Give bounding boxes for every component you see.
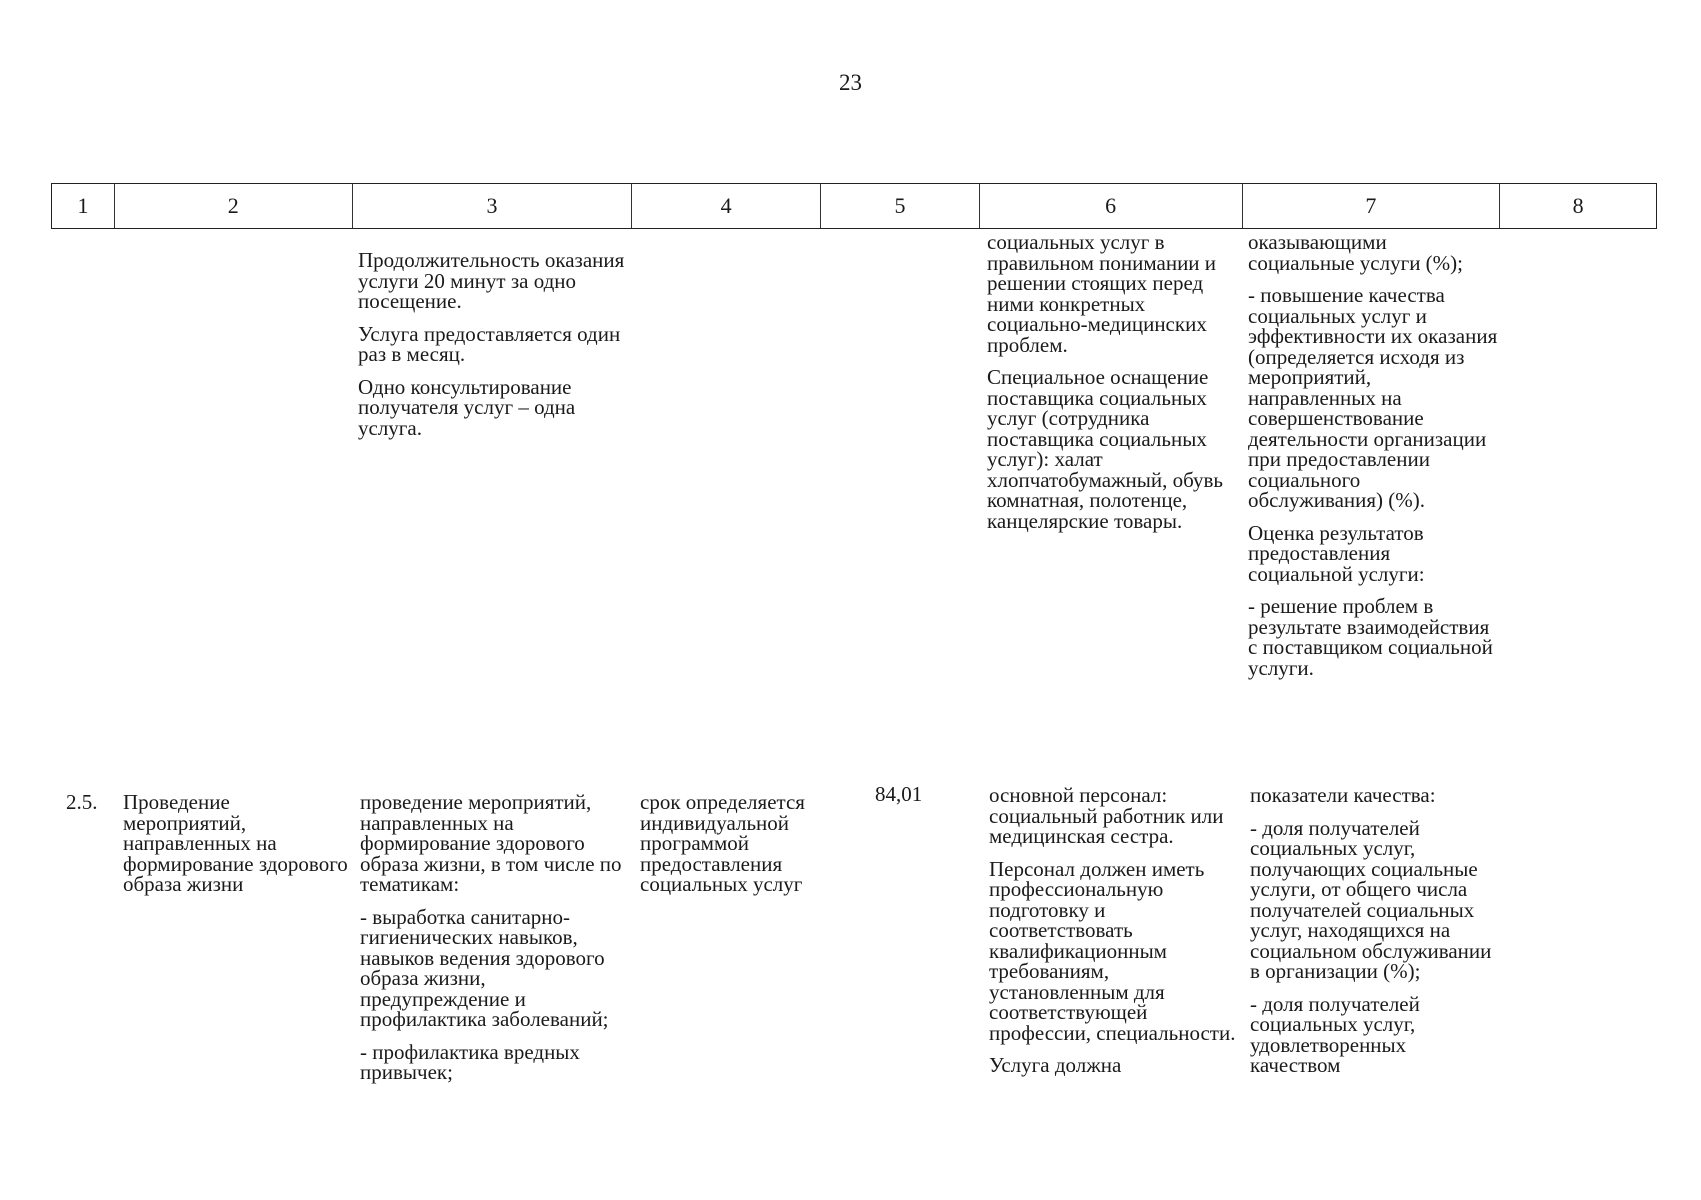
continued-row-col3 [358, 250, 628, 438]
column-number-2: 2 [115, 184, 353, 228]
col6-paragraph: Персонал должен иметь профессиональную подготовку и соответствовать квалификационным требованиям, установленным для соответствующей профессии, специальности. [989, 856, 1236, 1045]
col3-paragraph: проведение мероприятий, направленных на формирование здорового образа жизни, в том числе по тематикам: [360, 790, 622, 896]
row-2-5-col7 [1250, 785, 1500, 1076]
col6-paragraph: социальных услуг в правильном понимании и решении стоящих перед ними конкретных социально-медицинских проблем. [987, 230, 1217, 357]
column-number-1: 1 [52, 184, 115, 228]
continued-row-col6 [987, 232, 1237, 531]
continued-row-col7 [1248, 232, 1498, 678]
frequency-text: Услуга предоставляется один раз в месяц. [358, 321, 621, 366]
page-number: 23 [839, 70, 862, 95]
col3-paragraph: - профилактика вредных привычек; [360, 1039, 580, 1084]
col7-paragraph: Оценка результатов предоставления социальной услуги: [1248, 520, 1425, 586]
row-2-5-col4: срок определяется индивидуальной программой предоставления социальных услуг [640, 790, 805, 896]
row-2-5-col3 [360, 792, 632, 1083]
col7-paragraph: - доля получателей социальных услуг, получающих социальные услуги, от общего числа получателей социальных услуг, находящихся на социальном обслуживании в организации (%); [1250, 815, 1492, 983]
col6-paragraph: основной персонал: социальный работник или медицинская сестра. [989, 783, 1224, 848]
col6-paragraph: Услуга должна [989, 1053, 1122, 1077]
row-2-5-number: 2.5. [66, 790, 98, 814]
col7-paragraph: - повышение качества социальных услуг и эффективности их оказания (определяется исходя из мероприятий, направленных на совершенствование деятельности организации при предоставлении социального обслуживания) (%). [1248, 283, 1498, 512]
column-number-6: 6 [980, 184, 1243, 228]
col7-paragraph: - доля получателей социальных услуг, удовлетворенных качеством [1250, 991, 1420, 1077]
col7-paragraph: оказывающими социальные услуги (%); [1248, 230, 1463, 275]
duration-text: Продолжительность оказания услуги 20 минут за одно посещение. [358, 248, 625, 313]
column-number-3: 3 [353, 184, 633, 228]
column-number-5: 5 [821, 184, 980, 228]
col7-paragraph: показатели качества: [1250, 783, 1436, 807]
col6-paragraph: Специальное оснащение поставщика социальных услуг (сотрудника поставщика социальных услуг): халат хлопчатобумажный, обувь комнатная, полотенце, канцелярские товары. [987, 365, 1224, 533]
col3-paragraph: - выработка санитарно-гигиенических навыков, навыков ведения здорового образа жизни, предупреждение и профилактика заболеваний; [360, 904, 609, 1031]
row-2-5-service-name: Проведение мероприятий, направленных на формирование здорового образа жизни [123, 790, 348, 896]
table-header-row [51, 183, 1657, 229]
row-2-5-col6 [989, 785, 1239, 1076]
row-2-5-tariff: 84,01 [875, 782, 923, 806]
column-number-4: 4 [632, 184, 821, 228]
unit-text: Одно консультирование получателя услуг – одна услуга. [358, 374, 576, 440]
column-number-8: 8 [1572, 193, 1584, 218]
column-number-7: 7 [1243, 184, 1501, 228]
col7-paragraph: - решение проблем в результате взаимодействия с поставщиком социальной услуги. [1248, 594, 1493, 680]
